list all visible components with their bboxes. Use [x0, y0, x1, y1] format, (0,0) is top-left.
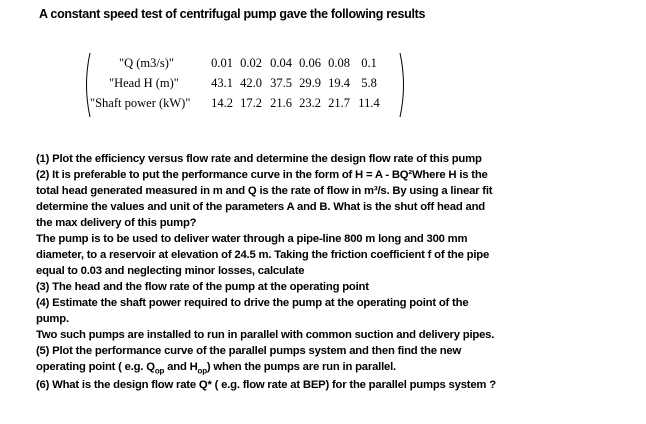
question-line: (3) The head and the flow rate of the pump at the operating point	[36, 281, 369, 293]
question-line: determine the values and unit of the parameters A and B. What is the shut off head and	[36, 201, 485, 213]
table-cell: 21.7	[328, 96, 350, 110]
question-line: (1) Plot the efficiency versus flow rate and determine the design flow rate of this pump	[36, 153, 482, 165]
question-line: (6) What is the design flow rate Q* ( e.g. flow rate at BEP) for the parallel pumps system ?	[36, 379, 496, 391]
question-line: Two such pumps are installed to run in parallel with common suction and delivery pipes.	[36, 329, 495, 341]
question-line: equal to 0.03 and neglecting minor losses, calculate	[36, 265, 305, 277]
table-cell: 29.9	[299, 76, 321, 90]
question-list	[36, 151, 596, 393]
question-text: operating point ( e.g. Q	[36, 361, 155, 373]
table-cell: 19.4	[328, 76, 350, 90]
table-cell: 21.6	[270, 96, 292, 110]
table-cell: 0.04	[270, 56, 292, 70]
question-line: (2) It is preferable to put the performance curve in the form of H = A - BQ²Where H is the	[36, 169, 488, 181]
problem-title: A constant speed test of centrifugal pump gave the following results	[39, 7, 426, 21]
row-label-shaft-power: "Shaft power (kW)"	[90, 96, 191, 110]
table-row	[83, 56, 407, 76]
table-cell: 17.2	[240, 96, 262, 110]
question-line: (5) Plot the performance curve of the parallel pumps system and then find the new	[36, 345, 462, 357]
table-cell: 11.4	[358, 96, 380, 110]
table-cell: 0.1	[361, 56, 377, 70]
table-cell: 0.08	[328, 56, 350, 70]
question-line: (4) Estimate the shaft power required to drive the pump at the operating point of the	[36, 297, 469, 309]
table-row	[83, 96, 407, 116]
question-line: The pump is to be used to deliver water through a pipe-line 800 m long and 300 mm	[36, 233, 468, 245]
question-text: ) when the pumps are run in parallel.	[206, 361, 396, 373]
pump-test-data-table	[83, 52, 407, 118]
table-cell: 42.0	[240, 76, 262, 90]
table-cell: 37.5	[270, 76, 292, 90]
question-line: total head generated measured in m and Q is the rate of flow in m³/s. By using a linear fit	[36, 185, 493, 197]
table-cell: 0.06	[299, 56, 321, 70]
question-text: and H	[164, 361, 198, 373]
row-label-q: "Q (m3/s)"	[119, 56, 174, 70]
table-cell: 0.01	[211, 56, 233, 70]
table-cell: 14.2	[211, 96, 233, 110]
table-cell: 5.8	[361, 76, 377, 90]
subscript: op	[154, 366, 165, 376]
table-cell: 23.2	[299, 96, 321, 110]
question-line-operating-point	[36, 359, 596, 375]
row-label-head: "Head H (m)"	[109, 76, 179, 90]
question-line: the max delivery of this pump?	[36, 217, 197, 229]
question-line: pump.	[36, 313, 69, 325]
table-cell: 0.02	[240, 56, 262, 70]
subscript: op	[197, 366, 207, 376]
question-line: diameter, to a reservoir at elevation of 24.5 m. Taking the friction coefficient f of the pipe	[36, 249, 490, 261]
table-cell: 43.1	[211, 76, 233, 90]
table-row	[83, 76, 407, 96]
